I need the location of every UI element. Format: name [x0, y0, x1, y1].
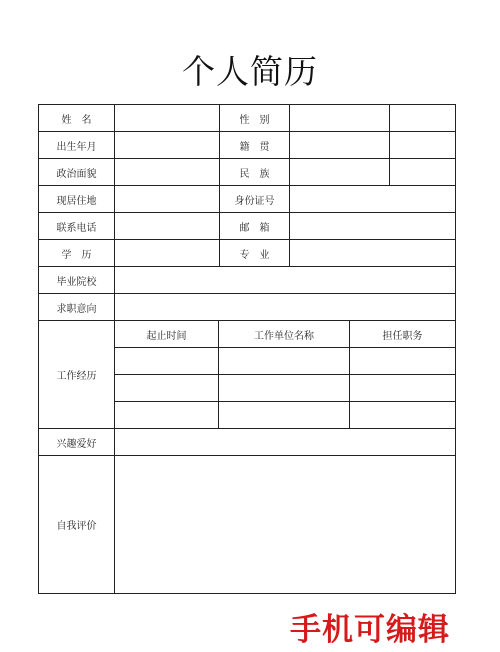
label-intention: 求职意向: [56, 303, 97, 315]
label-address: 现居住地: [56, 195, 97, 207]
work-header-position: 担任职务: [382, 330, 423, 342]
political-field[interactable]: [115, 159, 219, 185]
label-major: 专 业: [239, 249, 270, 261]
label-origin: 籍 贯: [239, 141, 270, 153]
address-field[interactable]: [115, 186, 219, 212]
label-school: 毕业院校: [56, 276, 97, 288]
label-name: 姓 名: [61, 114, 92, 126]
label-ethnicity: 民 族: [239, 168, 270, 180]
label-self-eval: 自我评价: [56, 521, 97, 532]
email-field[interactable]: [290, 213, 455, 239]
work-header-company: 工作单位名称: [254, 330, 314, 342]
phone-field[interactable]: [115, 213, 219, 239]
intention-field[interactable]: [115, 294, 455, 320]
self-eval-field[interactable]: [115, 456, 455, 593]
label-email: 邮 箱: [239, 222, 270, 234]
resume-form: [38, 104, 456, 594]
work-header-period: 起止时间: [146, 330, 187, 342]
label-gender: 性 别: [239, 114, 270, 126]
id-number-field[interactable]: [290, 186, 455, 212]
major-field[interactable]: [290, 240, 455, 266]
page-title: 个人简历: [182, 52, 318, 91]
origin-field[interactable]: [290, 132, 389, 158]
label-phone: 联系电话: [56, 222, 97, 234]
label-political: 政治面貌: [56, 168, 97, 180]
school-field[interactable]: [115, 267, 455, 293]
hobby-field[interactable]: [115, 429, 455, 455]
label-education: 学 历: [61, 249, 92, 261]
label-id-number: 身份证号: [234, 195, 275, 207]
col-divider: [455, 104, 456, 594]
label-hobby: 兴趣爱好: [56, 438, 97, 450]
photo-area[interactable]: [390, 105, 455, 185]
ethnicity-field[interactable]: [290, 159, 389, 185]
row-divider: [38, 593, 456, 594]
label-work: 工作经历: [56, 371, 97, 382]
education-field[interactable]: [115, 240, 219, 266]
editable-notice: 手机可编辑: [290, 612, 450, 648]
gender-field[interactable]: [290, 105, 389, 131]
work-entry-field[interactable]: [115, 348, 455, 428]
name-field[interactable]: [115, 105, 219, 131]
label-birth: 出生年月: [56, 141, 97, 153]
birth-field[interactable]: [115, 132, 219, 158]
